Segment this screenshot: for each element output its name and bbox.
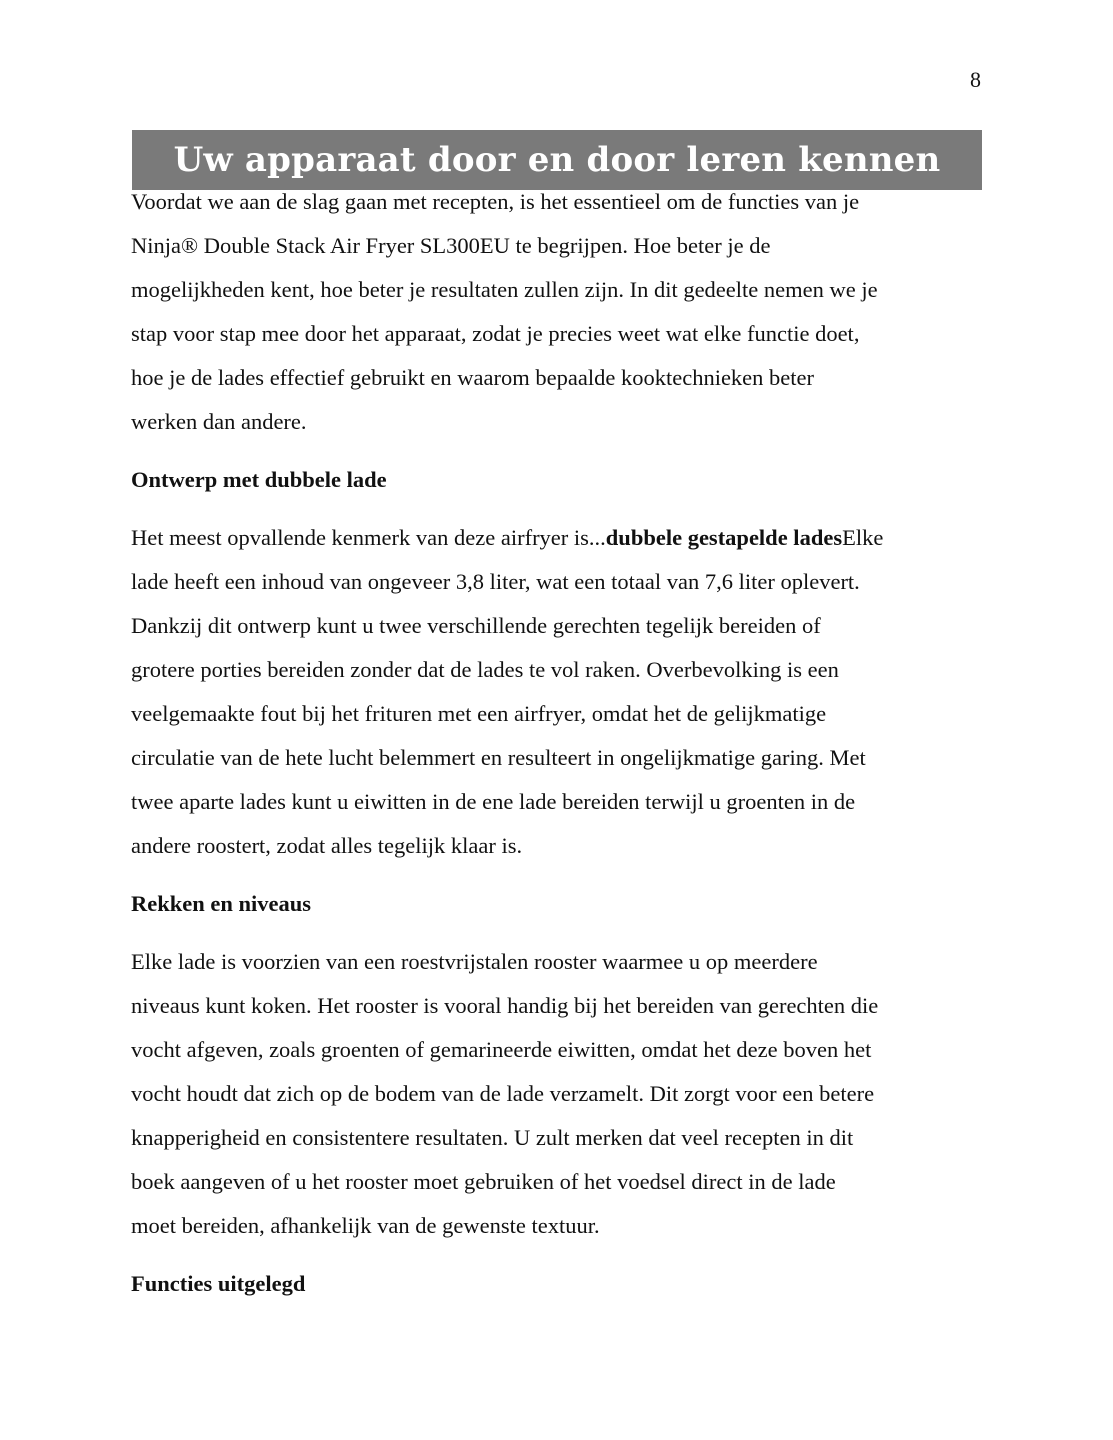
document-body <box>131 180 986 1320</box>
text-line: Elke lade is voorzien van een roestvrijstalen rooster waarmee u op meerdere <box>131 949 818 974</box>
emphasis-text: dubbele gestapelde lades <box>605 525 843 550</box>
text-line: werken dan andere. <box>131 409 307 434</box>
section-heading-racks-levels: Rekken en niveaus <box>131 891 312 916</box>
text-line: Voordat we aan de slag gaan met recepten, is het essentieel om de functies van je <box>131 189 860 214</box>
text-line: twee aparte lades kunt u eiwitten in de ene lade bereiden terwijl u groenten in de <box>131 789 856 814</box>
racks-levels-paragraph <box>131 940 986 1248</box>
text-line: moet bereiden, afhankelijk van de gewenste textuur. <box>131 1213 600 1238</box>
text-line: circulatie van de hete lucht belemmert en resulteert in ongelijkmatige garing. Met <box>131 745 866 770</box>
text-run: Het meest opvallende kenmerk van deze airfryer is... <box>131 525 606 550</box>
text-line <box>131 516 986 560</box>
section-heading-functions: Functies uitgelegd <box>131 1271 306 1296</box>
text-run: Elke <box>842 525 884 550</box>
text-line: mogelijkheden kent, hoe beter je resultaten zullen zijn. In dit gedeelte nemen we je <box>131 277 878 302</box>
text-line: veelgemaakte fout bij het frituren met een airfryer, omdat het de gelijkmatige <box>131 701 827 726</box>
text-line: vocht afgeven, zoals groenten of gemarineerde eiwitten, omdat het deze boven het <box>131 1037 872 1062</box>
text-line: vocht houdt dat zich op de bodem van de lade verzamelt. Dit zorgt voor een betere <box>131 1081 875 1106</box>
text-line: niveaus kunt koken. Het rooster is vooral handig bij het bereiden van gerechten die <box>131 993 879 1018</box>
page-title: Uw apparaat door en door leren kennen <box>173 140 941 180</box>
section-heading-dual-drawer: Ontwerp met dubbele lade <box>131 467 387 492</box>
text-line: Ninja® Double Stack Air Fryer SL300EU te begrijpen. Hoe beter je de <box>131 233 771 258</box>
page-number: 8 <box>970 67 981 92</box>
text-line: grotere porties bereiden zonder dat de lades te vol raken. Overbevolking is een <box>131 657 839 682</box>
text-line: stap voor stap mee door het apparaat, zodat je precies weet wat elke functie doet, <box>131 321 860 346</box>
text-line: andere roostert, zodat alles tegelijk klaar is. <box>131 833 523 858</box>
intro-paragraph <box>131 180 986 444</box>
text-line: Dankzij dit ontwerp kunt u twee verschillende gerechten tegelijk bereiden of <box>131 613 821 638</box>
text-line: boek aangeven of u het rooster moet gebruiken of het voedsel direct in de lade <box>131 1169 836 1194</box>
dual-drawer-paragraph <box>131 516 986 868</box>
text-line: lade heeft een inhoud van ongeveer 3,8 liter, wat een totaal van 7,6 liter oplevert. <box>131 569 860 594</box>
text-line: knapperigheid en consistentere resultaten. U zult merken dat veel recepten in dit <box>131 1125 854 1150</box>
text-line: hoe je de lades effectief gebruikt en waarom bepaalde kooktechnieken beter <box>131 365 815 390</box>
